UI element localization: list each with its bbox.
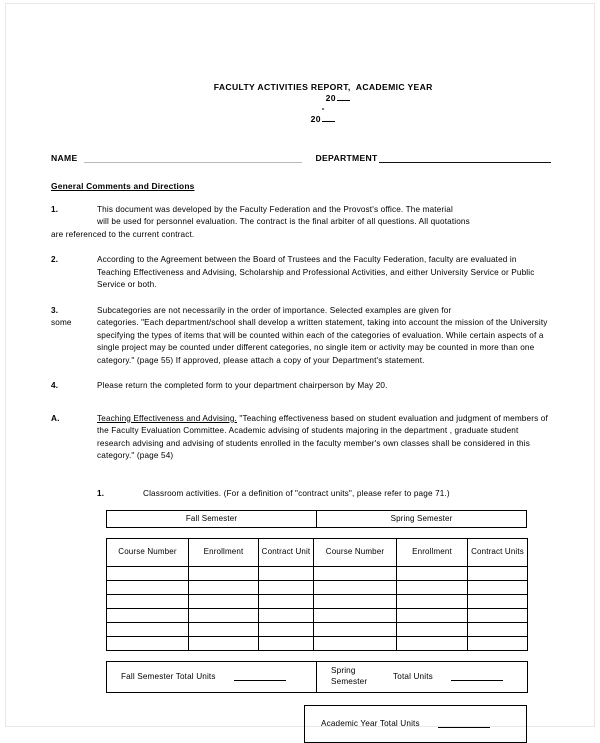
item-number: 2. — [51, 255, 59, 265]
section-a-text: "Teaching effectiveness based on student evaluation and judgment of members of the Faculty Evaluation Committee. Academic advising of students majoring in the department , graduate student research advising and advising of students enrolled in the faculty member's own classes shall be considered in this category." (page 54) — [97, 413, 548, 461]
table-cell[interactable] — [189, 566, 259, 580]
table-cell[interactable] — [468, 608, 528, 622]
academic-year-total-input[interactable] — [438, 720, 490, 728]
document-body — [51, 72, 551, 743]
item-line: This document was developed by the Faculty Federation and the Provost's office. The material — [97, 205, 453, 214]
table-row[interactable] — [107, 566, 528, 580]
semester-totals-table — [106, 661, 528, 693]
table-cell[interactable] — [259, 580, 314, 594]
item-number: 3. — [51, 305, 59, 315]
fall-semester-header: Fall Semester — [107, 510, 317, 527]
table-cell[interactable] — [468, 636, 528, 650]
section-a — [51, 413, 551, 463]
academic-year-table — [304, 705, 527, 743]
spring-total-label: Total Units — [393, 672, 433, 681]
column-header-enrollment-spring: Enrollment — [397, 538, 468, 566]
table-cell[interactable] — [107, 594, 189, 608]
table-cell[interactable] — [189, 594, 259, 608]
table-cell[interactable] — [314, 636, 397, 650]
table-cell[interactable] — [468, 594, 528, 608]
name-input-line[interactable] — [84, 151, 302, 163]
item-line: categories. "Each department/school shall develop a written statement, taking into account the mission of the University specifying the types of items that will be counted within each of the categories of evaluation. While certain aspects of a single project may be counted under different categories, no single item or activity may be counted in more than one category." (page 55) If approved, please attach a copy of your Department's statement. — [97, 318, 548, 365]
table-cell[interactable] — [397, 636, 468, 650]
table-cell[interactable] — [314, 608, 397, 622]
list-item — [51, 254, 551, 291]
table-header-row — [107, 538, 528, 566]
document-page — [5, 3, 595, 727]
item-line: Subcategories are not necessarily in the order of importance. Selected examples are given for — [97, 305, 452, 315]
table-cell[interactable] — [468, 566, 528, 580]
year-prefix-2: 20 — [310, 114, 321, 124]
table-cell[interactable] — [107, 580, 189, 594]
item-number: 4. — [51, 381, 59, 391]
section-a-body — [97, 413, 551, 463]
year-blank-1[interactable] — [337, 92, 350, 101]
table-row — [107, 661, 528, 692]
column-header-contract-unit-fall: Contract Unit — [259, 538, 314, 566]
section-heading-general-comments: General Comments and Directions — [51, 181, 195, 191]
academic-year-total-label: Academic Year Total Units — [321, 719, 420, 728]
table-cell[interactable] — [397, 566, 468, 580]
name-label: NAME — [51, 153, 78, 163]
table-cell[interactable] — [189, 608, 259, 622]
table-cell[interactable] — [259, 594, 314, 608]
table-cell[interactable] — [314, 580, 397, 594]
table-spacer — [106, 528, 527, 538]
table-cell[interactable] — [259, 636, 314, 650]
name-department-row — [51, 150, 551, 163]
item-body — [97, 305, 551, 367]
table-cell[interactable] — [314, 594, 397, 608]
subitem-text: Classroom activities. (For a definition of "contract units", please refer to page 71.) — [143, 488, 450, 498]
column-header-course-number-fall: Course Number — [107, 538, 189, 566]
document-title-text: FACULTY ACTIVITIES REPORT, ACADEMIC YEAR — [213, 82, 433, 92]
section-a-heading: Teaching Effectiveness and Advising. — [97, 413, 237, 423]
table-cell[interactable] — [189, 622, 259, 636]
spring-total-cell — [317, 661, 528, 692]
item-line: will be used for personnel evaluation. The contract is the final arbiter of all questions. All quotations — [97, 217, 470, 227]
item-number: 1. — [51, 205, 59, 214]
table-cell[interactable] — [107, 636, 189, 650]
subitem-classroom-activities — [51, 489, 551, 498]
table-row[interactable] — [107, 580, 528, 594]
year-blank-2[interactable] — [322, 113, 335, 122]
table-cell[interactable] — [107, 566, 189, 580]
table-cell[interactable] — [468, 580, 528, 594]
spring-semester-header: Spring Semester — [317, 510, 527, 527]
table-row[interactable] — [107, 636, 528, 650]
fall-total-label: Fall Semester Total Units — [121, 672, 216, 681]
table-cell[interactable] — [314, 566, 397, 580]
table-cell[interactable] — [397, 608, 468, 622]
table-cell[interactable] — [397, 594, 468, 608]
column-header-contract-units-spring: Contract Units — [468, 538, 528, 566]
classroom-activities-table — [106, 510, 527, 693]
spring-semester-label: Spring Semester — [331, 666, 368, 686]
table-cell[interactable] — [189, 636, 259, 650]
table-cell[interactable] — [107, 622, 189, 636]
item-line: are referenced to the current contract. — [51, 229, 195, 239]
table-cell[interactable] — [259, 622, 314, 636]
academic-year-total-box — [304, 705, 527, 743]
table-cell[interactable] — [468, 622, 528, 636]
table-row[interactable] — [107, 594, 528, 608]
table-cell[interactable] — [397, 580, 468, 594]
column-header-course-number-spring: Course Number — [314, 538, 397, 566]
year-prefix-1: 20 — [325, 93, 336, 103]
table-row — [107, 510, 527, 527]
fall-total-input[interactable] — [234, 673, 286, 681]
course-data-table — [106, 538, 528, 651]
department-label: DEPARTMENT — [315, 153, 378, 163]
table-cell[interactable] — [259, 566, 314, 580]
table-cell[interactable] — [189, 580, 259, 594]
table-row[interactable] — [107, 608, 528, 622]
table-row — [305, 705, 527, 742]
table-cell[interactable] — [397, 622, 468, 636]
table-cell[interactable] — [107, 608, 189, 622]
item-body: According to the Agreement between the Board of Trustees and the Faculty Federation, faculty are evaluated in Teaching Effectiveness and Advising, Scholarship and Professional Activities, and either University Service or Public Service or both. — [97, 255, 535, 290]
item-body — [51, 204, 551, 241]
table-cell[interactable] — [314, 622, 397, 636]
academic-year-total-cell — [305, 705, 527, 742]
list-item — [51, 204, 551, 241]
spring-total-input[interactable] — [451, 673, 503, 681]
fall-total-cell — [107, 661, 317, 692]
document-title — [51, 72, 551, 134]
table-row[interactable] — [107, 622, 528, 636]
year-separator: - — [321, 103, 325, 113]
section-a-letter: A. — [51, 413, 60, 423]
list-item — [51, 305, 551, 367]
table-cell[interactable] — [259, 608, 314, 622]
semester-header-table — [106, 510, 527, 528]
list-item — [51, 380, 551, 392]
item-body: Please return the completed form to your department chairperson by May 20. — [97, 381, 388, 391]
subitem-number: 1. — [97, 488, 105, 498]
item-margin-word: some — [51, 318, 72, 328]
column-header-enrollment-fall: Enrollment — [189, 538, 259, 566]
department-input-line[interactable] — [379, 151, 551, 163]
